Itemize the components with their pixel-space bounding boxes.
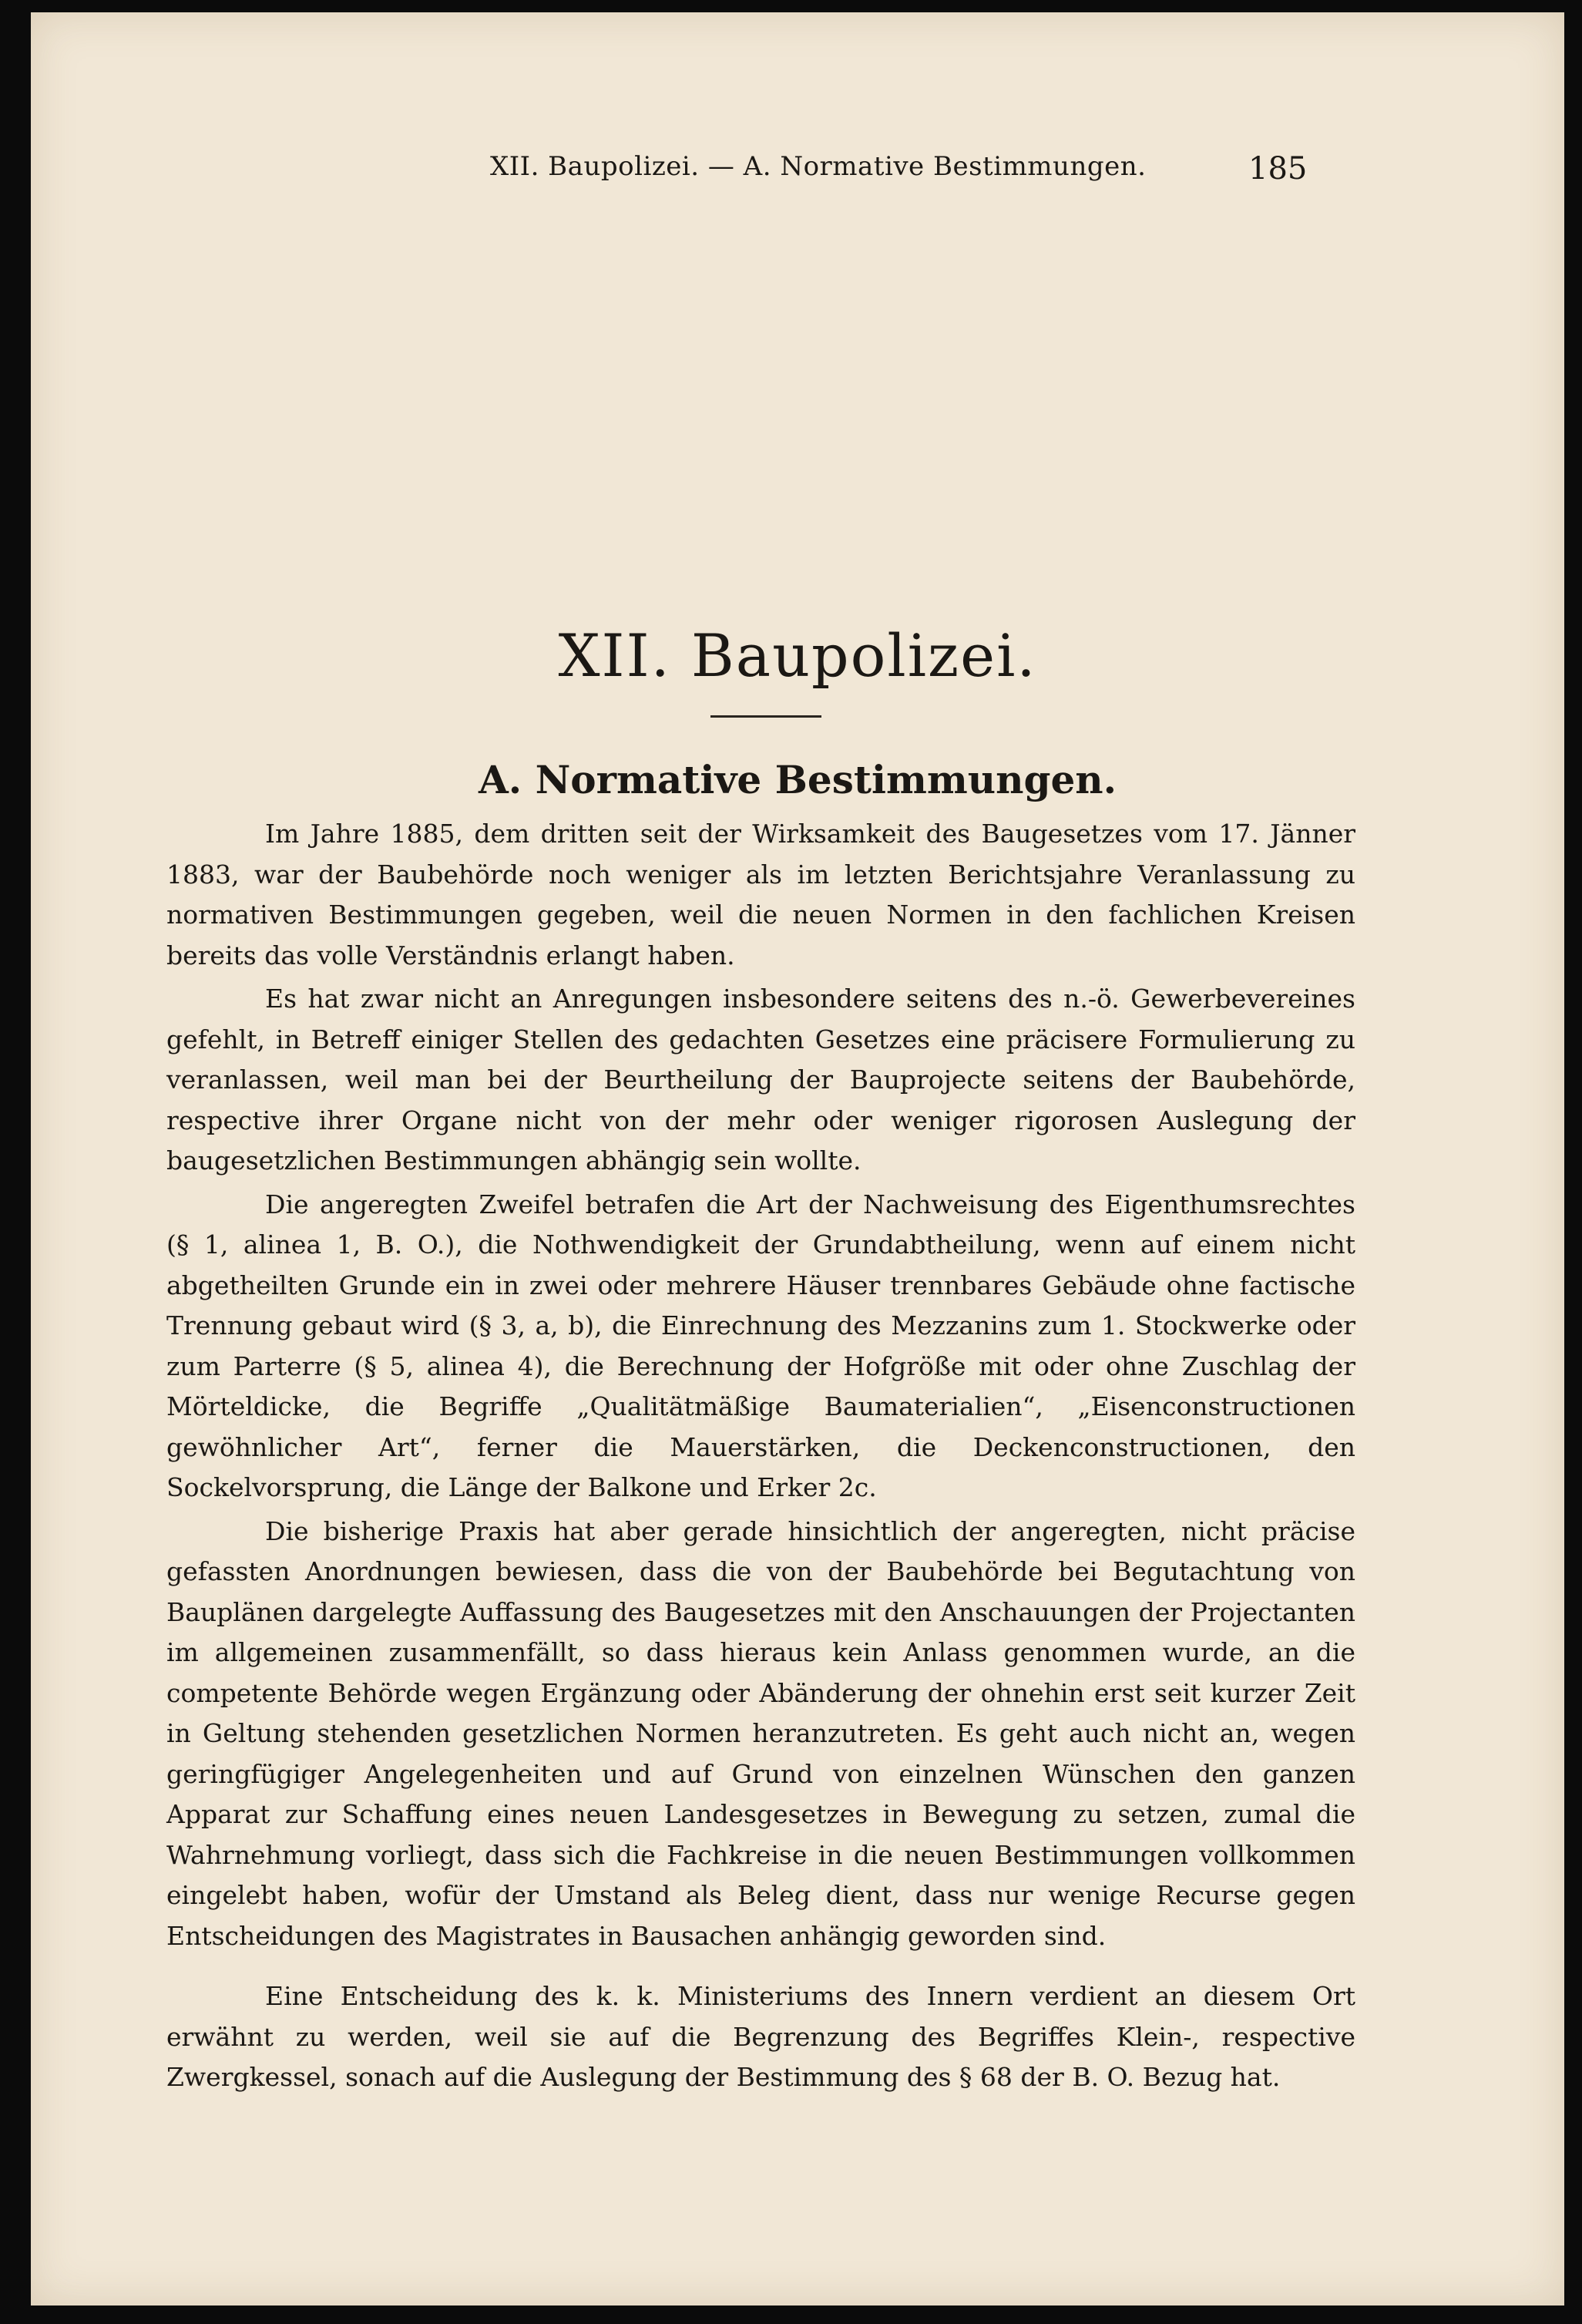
title-divider: [710, 715, 821, 718]
paragraph-4: Die bisherige Praxis hat aber gerade hinsichtlich der angeregten, nicht präcise gefassten Anordnungen bewiesen, dass die von der Baubehörde bei Begutachtung von Bauplänen dargelegte Auffassung des Baugesetzes mit den Anschauungen der Projectanten im allgemeinen zusammenfällt, so dass hieraus kein Anlass genommen wurde, an die competente Behörde wegen Ergänzung oder Abänderung der ohnehin erst seit kurzer Zeit in Geltung stehenden gesetzlichen Normen heranzutreten. Es geht auch nicht an, wegen geringfügiger Angelegenheiten und auf Grund von einzelnen Wünschen den ganzen Apparat zur Schaffung eines neuen Landesgesetzes in Bewegung zu setzen, zumal die Wahrnehmung vorliegt, dass sich die Fachkreise in die neuen Bestimmungen vollkommen eingelebt haben, wofür der Umstand als Beleg dient, dass nur wenige Recurse gegen Entscheidungen des Magistrates in Bausachen anhängig geworden sind.: [166, 1515, 1355, 1951]
body-text: [166, 814, 1355, 2101]
paragraph-1: Im Jahre 1885, dem dritten seit der Wirksamkeit des Baugesetzes vom 17. Jänner 1883, war der Baubehörde noch weniger als im letzten Berichtsjahre Veranlassung zu normativen Bestimmungen gegeben, weil die neuen Normen in den fachlichen Kreisen bereits das volle Verständnis erlangt haben.: [166, 819, 1355, 970]
page-number: 185: [1248, 151, 1308, 187]
section-title: A. Normative Bestimmungen.: [478, 757, 1117, 802]
paragraph-2: Es hat zwar nicht an Anregungen insbesondere seitens des n.-ö. Gewerbevereines gefehlt, in Betreff einiger Stellen des gedachten Gesetzes eine präcisere Formulierung zu veranlassen, weil man bei der Beurtheilung der Bauprojecte seitens der Baubehörde, respective ihrer Organe nicht von der mehr oder weniger rigorosen Auslegung der baugesetzlichen Bestimmungen abhängig sein wollte.: [166, 984, 1355, 1175]
document-page: [31, 12, 1564, 2306]
paragraph-3: Die angeregten Zweifel betrafen die Art der Nachweisung des Eigenthumsrechtes (§ 1, alinea 1, B. O.), die Nothwendigkeit der Grundabtheilung, wenn auf einem nicht abgetheilten Grunde ein in zwei oder mehrere Häuser trennbares Gebäude ohne factische Trennung gebaut wird (§ 3, a, b), die Einrechnung des Mezzanins zum 1. Stockwerke oder zum Parterre (§ 5, alinea 4), die Berechnung der Hofgröße mit oder ohne Zuschlag der Mörteldicke, die Begriffe „Qualitätmäßige Baumaterialien“, „Eisenconstructionen gewöhnlicher Art“, ferner die Mauerstärken, die Deckenconstructionen, den Sockelvorsprung, die Länge der Balkone und Erker 2c.: [166, 1189, 1355, 1502]
chapter-title: XII. Baupolizei.: [558, 621, 1037, 690]
paragraph-5: Eine Entscheidung des k. k. Ministeriums des Innern verdient an diesem Ort erwähnt zu werden, weil sie auf die Begrenzung des Begriffes Klein-, respective Zwergkessel, sonach auf die Auslegung der Bestimmung des § 68 der B. O. Bezug hat.: [166, 1981, 1355, 2092]
running-header-title: XII. Baupolizei. — A. Normative Bestimmungen.: [490, 151, 1147, 182]
